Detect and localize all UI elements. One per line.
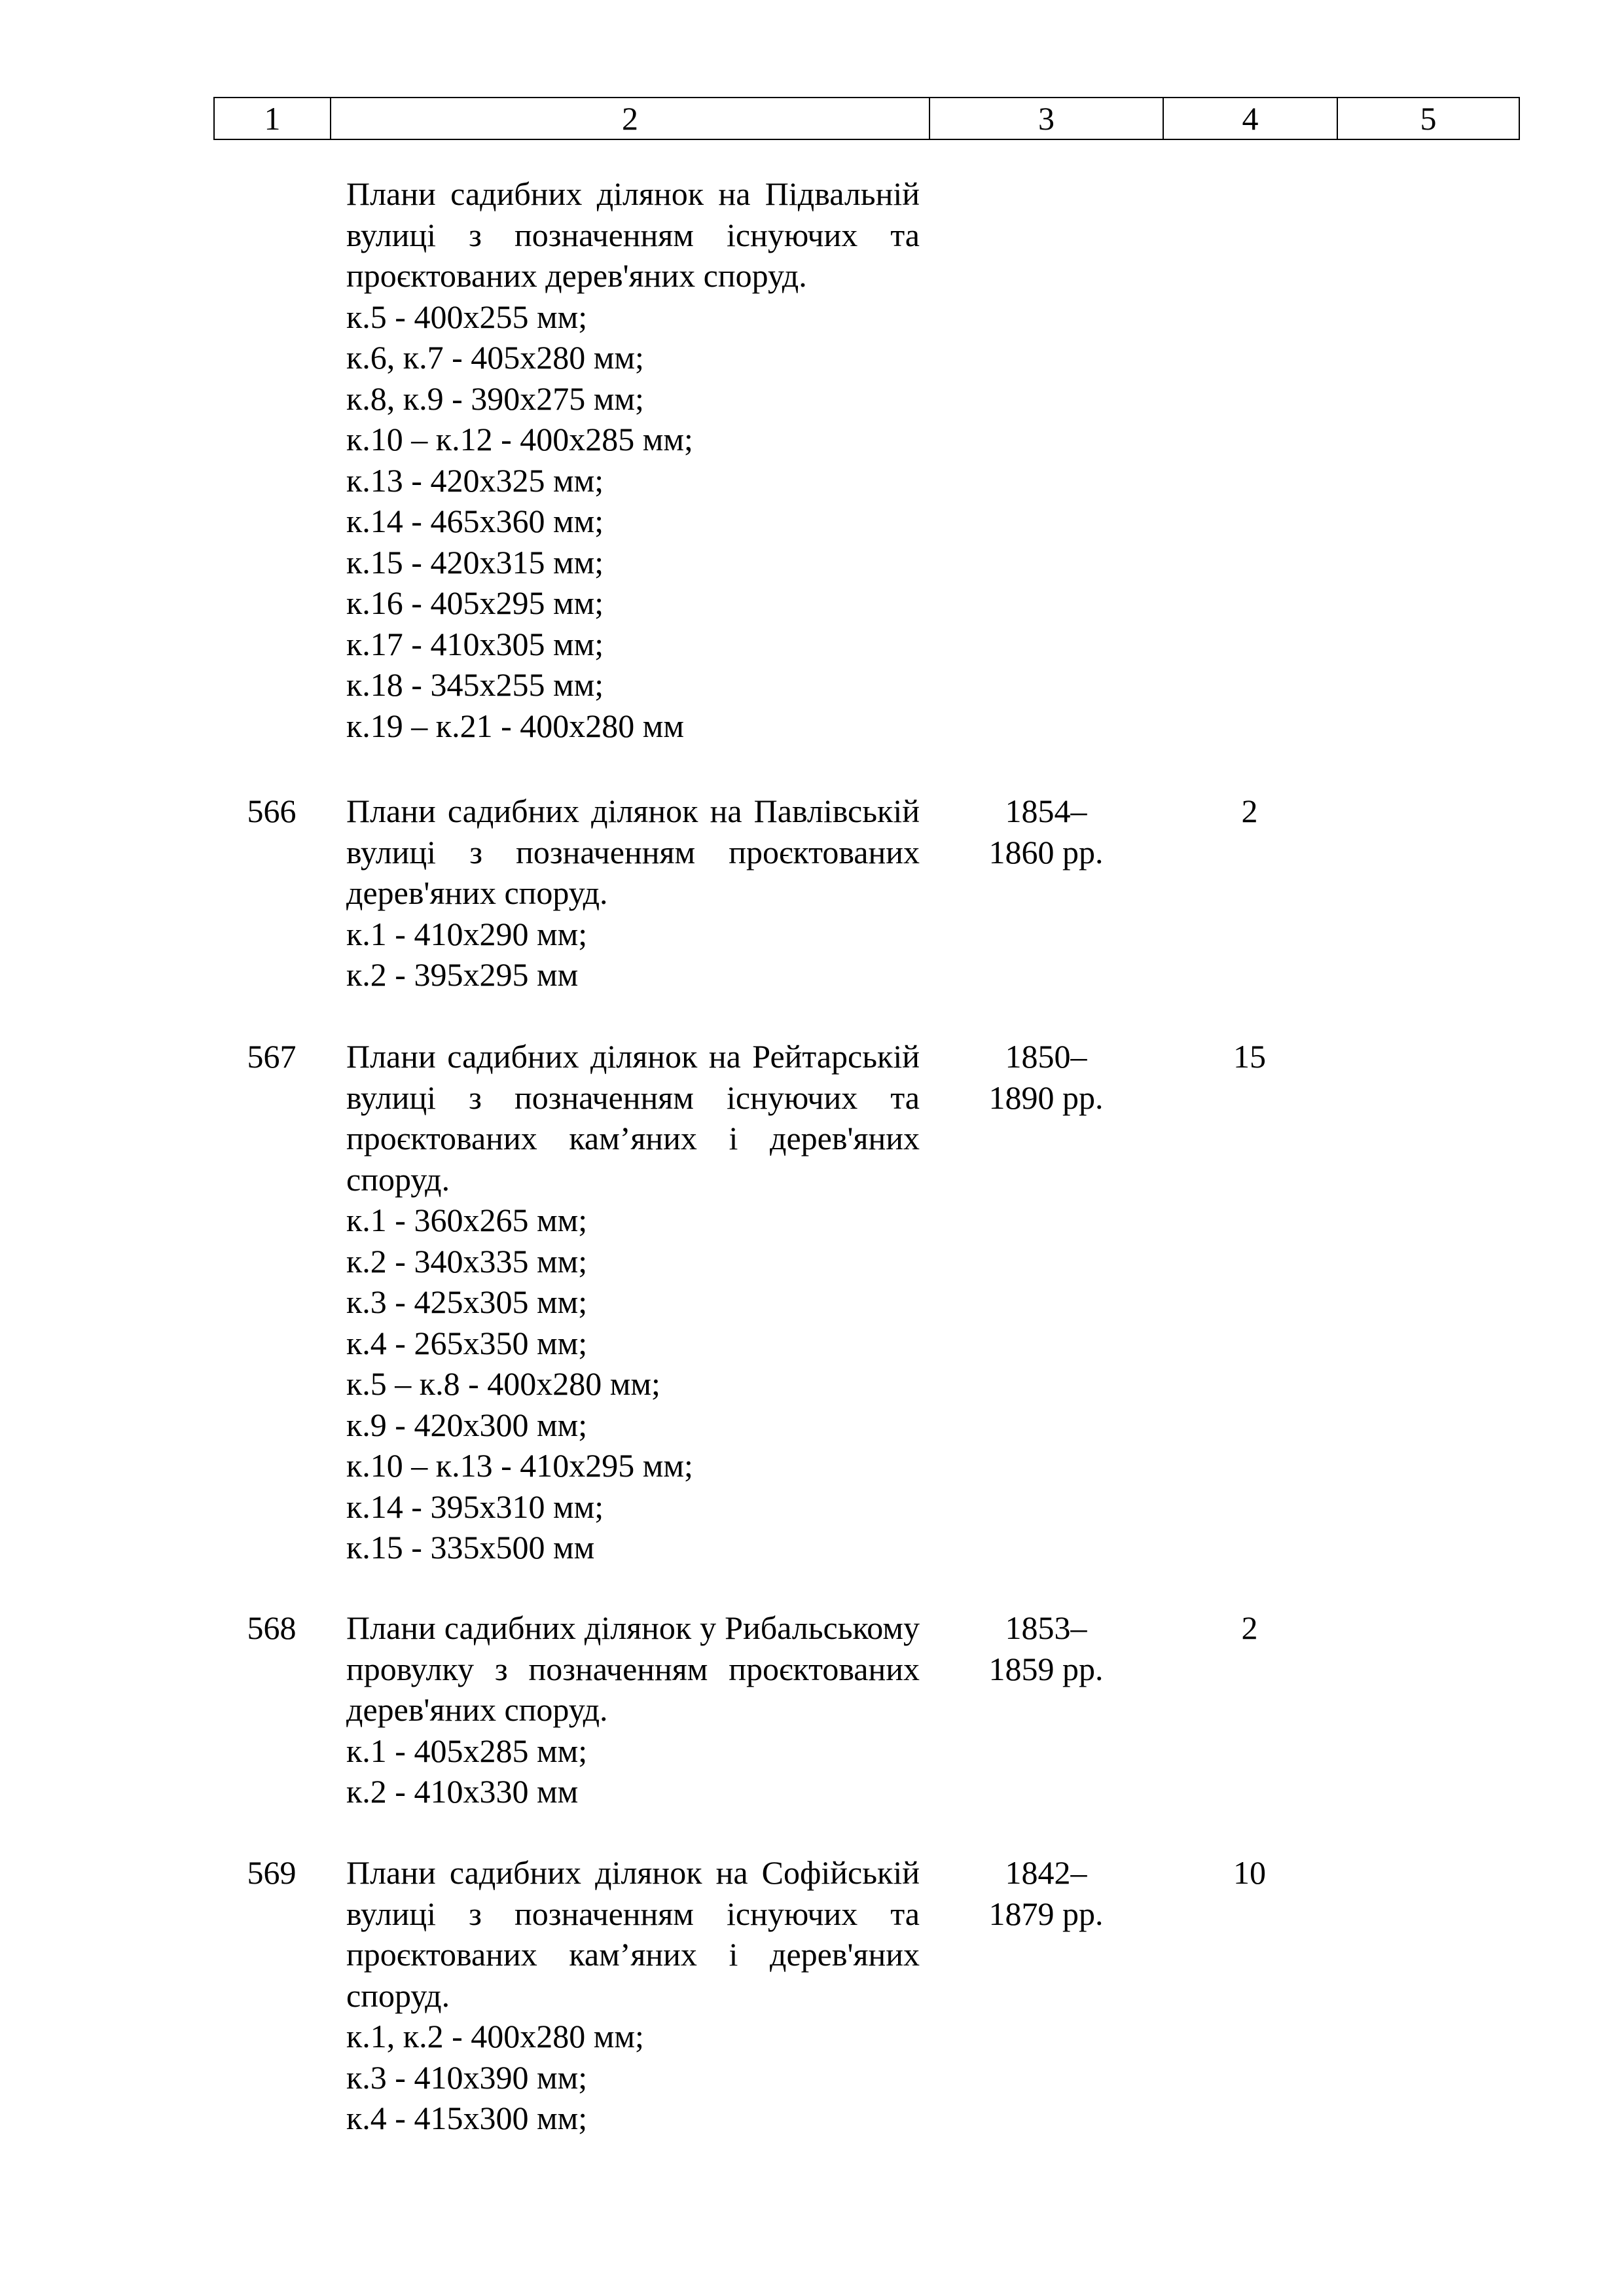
entry-569 [346, 1852, 920, 2139]
entry-date-range [929, 1852, 1163, 1934]
entry-dimensions [346, 296, 920, 747]
date-start: 1854– [1005, 793, 1087, 829]
header-cell-4: 4 [1163, 98, 1337, 139]
dimension-line: к.1, к.2 - 400х280 мм; [346, 2018, 644, 2054]
entry-date-range [929, 791, 1163, 872]
dimension-line: к.1 - 360х265 мм; [346, 1202, 588, 1238]
entry-dimensions [346, 1200, 920, 1568]
dimension-line: к.8, к.9 - 390х275 мм; [346, 380, 644, 417]
dimension-line: к.16 - 405х295 мм; [346, 584, 604, 621]
entry-dimensions [346, 2016, 920, 2139]
entry-sheet-count: 15 [1233, 1038, 1266, 1075]
dimension-line: к.5 - 400х255 мм; [346, 298, 588, 335]
dimension-line: к.15 - 335х500 мм [346, 1529, 595, 1566]
dimension-line: к.2 - 395х295 мм [346, 956, 579, 993]
header-cell-5: 5 [1337, 98, 1519, 139]
date-end: 1859 рр. [988, 1650, 1104, 1687]
date-end: 1879 рр. [988, 1895, 1104, 1932]
dimension-line: к.19 – к.21 - 400х280 мм [346, 707, 685, 744]
dimension-line: к.15 - 420х315 мм; [346, 543, 604, 581]
entry-567 [346, 1036, 920, 1568]
dimension-line: к.3 - 425х305 мм; [346, 1283, 588, 1320]
entry-dimensions [346, 914, 920, 996]
entry-number: 569 [247, 1854, 297, 1891]
entry-description: Плани садибних ділянок на Рейтарській вулиці з позначенням існуючих та проєктованих кам’яних і дерев'яних споруд. [346, 1038, 920, 1198]
entry-sheet-count: 10 [1233, 1854, 1266, 1891]
entry-description: Плани садибних ділянок на Павлівській вулиці з позначенням проєктованих дерев'яних споруд. [346, 793, 920, 911]
header-cell-2: 2 [331, 98, 929, 139]
dimension-line: к.13 - 420х325 мм; [346, 461, 604, 499]
continuation-entry [346, 173, 920, 746]
entry-description: Плани садибних ділянок на Софійській вулиці з позначенням існуючих та проєктованих кам’яних і дерев'яних споруд. [346, 1854, 920, 2014]
dimension-line: к.10 – к.12 - 400х285 мм; [346, 421, 693, 457]
entry-description: Плани садибних ділянок на Підвальній вулиці з позначенням існуючих та проєктованих дерев'яних споруд. [346, 175, 920, 294]
dimension-line: к.5 – к.8 - 400х280 мм; [346, 1365, 660, 1402]
entry-date-range [929, 1607, 1163, 1689]
entry-date-range [929, 1036, 1163, 1118]
entry-number: 566 [247, 793, 297, 829]
dimension-line: к.3 - 410х390 мм; [346, 2058, 588, 2096]
date-start: 1850– [1005, 1038, 1087, 1075]
header-row [214, 98, 1519, 139]
dimension-line: к.10 – к.13 - 410х295 мм; [346, 1447, 693, 1484]
entry-sheet-count: 2 [1241, 1609, 1258, 1646]
date-start: 1853– [1005, 1609, 1087, 1646]
dimension-line: к.2 - 410х330 мм [346, 1773, 579, 1810]
dimension-line: к.17 - 410х305 мм; [346, 625, 604, 662]
dimension-line: к.2 - 340х335 мм; [346, 1242, 588, 1280]
entry-566 [346, 791, 920, 996]
date-end: 1860 рр. [988, 833, 1104, 870]
column-number-header [213, 97, 1520, 140]
entry-dimensions [346, 1731, 920, 1812]
entry-sheet-count: 2 [1241, 793, 1258, 829]
entry-number: 567 [247, 1038, 297, 1075]
header-cell-3: 3 [929, 98, 1163, 139]
entry-number: 568 [247, 1609, 297, 1646]
dimension-line: к.6, к.7 - 405х280 мм; [346, 339, 644, 376]
dimension-line: к.1 - 405х285 мм; [346, 1732, 588, 1769]
header-cell-1: 1 [214, 98, 331, 139]
dimension-line: к.4 - 265х350 мм; [346, 1324, 588, 1361]
dimension-line: к.18 - 345х255 мм; [346, 666, 604, 703]
entry-description: Плани садибних ділянок у Рибальському провулку з позначенням проєктованих дерев'яних споруд. [346, 1609, 920, 1728]
dimension-line: к.4 - 415х300 мм; [346, 2100, 588, 2136]
date-end: 1890 рр. [988, 1079, 1104, 1116]
date-start: 1842– [1005, 1854, 1087, 1891]
dimension-line: к.14 - 395х310 мм; [346, 1488, 604, 1525]
dimension-line: к.9 - 420х300 мм; [346, 1406, 588, 1443]
dimension-line: к.14 - 465х360 мм; [346, 503, 604, 539]
entry-568 [346, 1607, 920, 1812]
dimension-line: к.1 - 410х290 мм; [346, 915, 588, 952]
